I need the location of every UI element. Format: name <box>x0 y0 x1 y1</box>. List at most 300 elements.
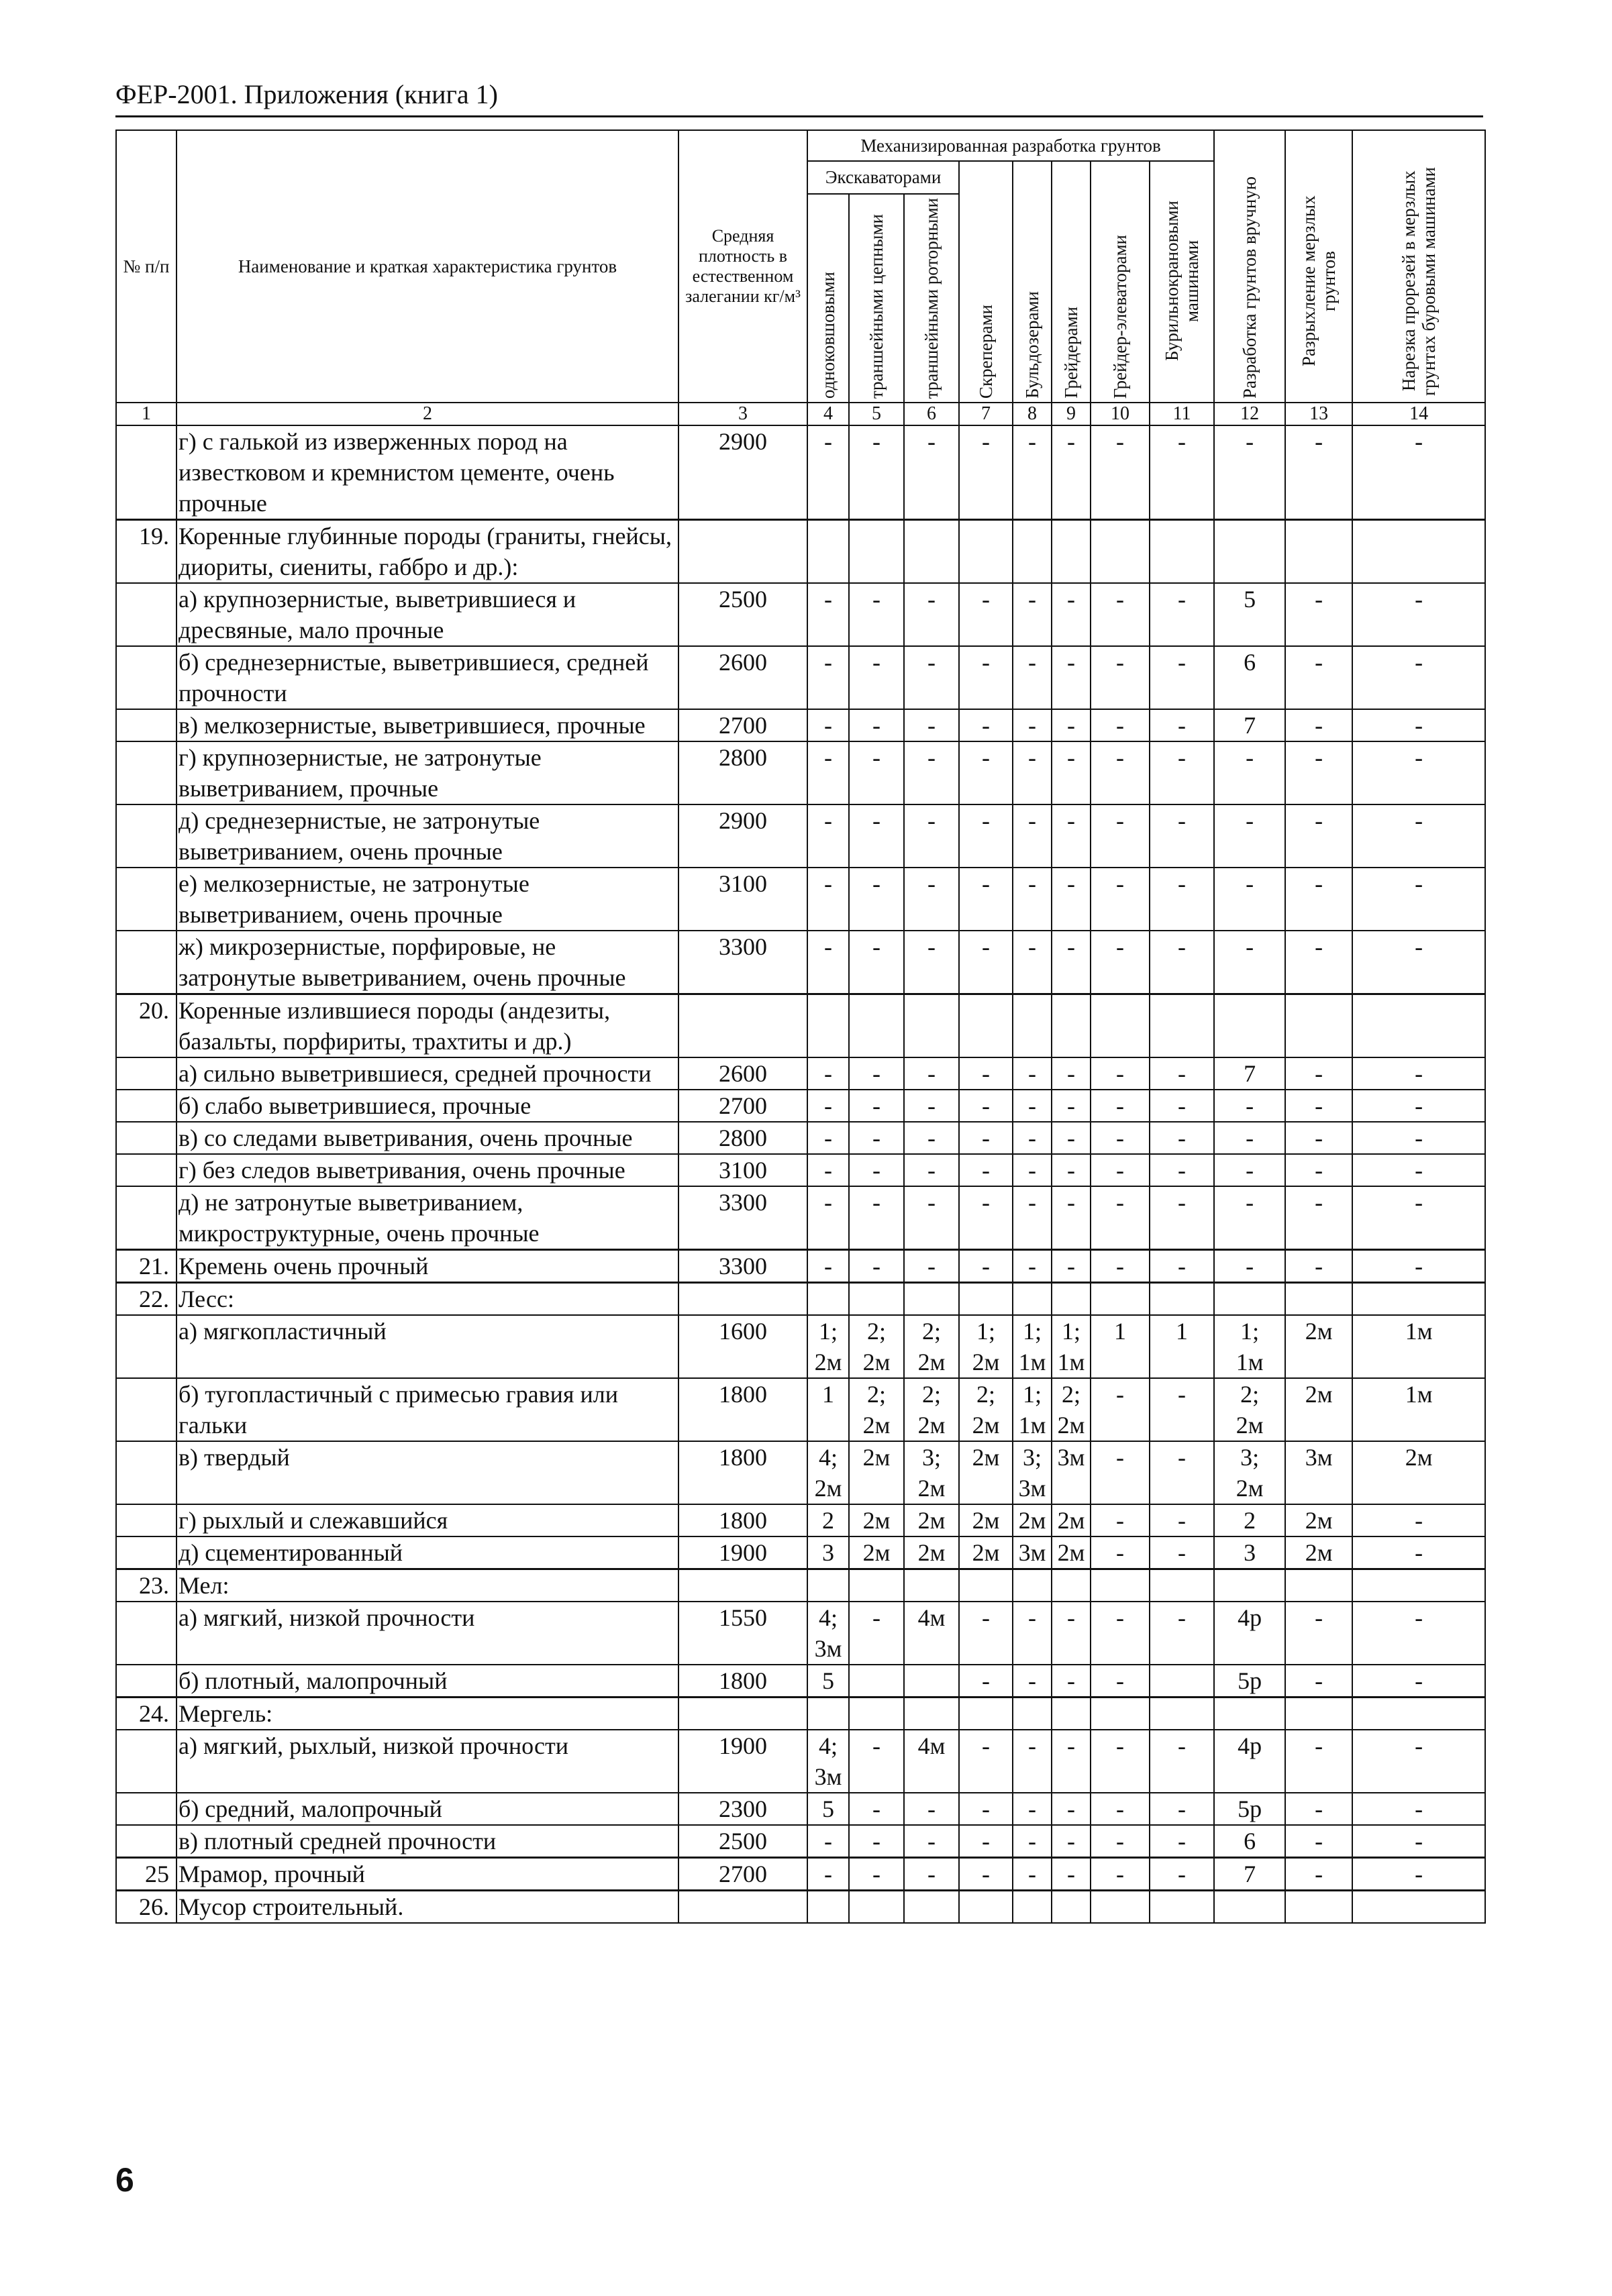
column-number: 4 <box>807 403 849 425</box>
table-row <box>116 804 1485 868</box>
category-value: - <box>1013 1602 1052 1665</box>
category-value: 1 <box>1150 1315 1214 1378</box>
density-value: 1800 <box>678 1665 807 1698</box>
row-number <box>116 1057 177 1090</box>
category-value: - <box>1091 1057 1150 1090</box>
category-value: - <box>1285 1665 1352 1698</box>
category-value <box>1013 994 1052 1058</box>
category-value: - <box>1052 741 1091 804</box>
category-value: - <box>849 1730 904 1793</box>
table-row <box>116 1250 1485 1283</box>
category-value: - <box>1091 709 1150 741</box>
category-value: - <box>1013 709 1052 741</box>
category-value: - <box>959 868 1013 931</box>
category-value: - <box>904 1122 959 1154</box>
category-value <box>959 1698 1013 1730</box>
category-value: - <box>1052 804 1091 868</box>
category-value: - <box>1285 1602 1352 1665</box>
category-value <box>1150 1698 1214 1730</box>
table-row <box>116 1186 1485 1250</box>
table-row <box>116 931 1485 994</box>
category-value: 6 <box>1214 1825 1285 1858</box>
category-value <box>904 994 959 1058</box>
page-number: 6 <box>115 2161 134 2199</box>
category-value: - <box>849 931 904 994</box>
category-value <box>904 1665 959 1698</box>
category-value: - <box>1052 1858 1091 1891</box>
category-value: 2м <box>959 1441 1013 1504</box>
category-value: - <box>807 709 849 741</box>
category-value <box>1352 1891 1485 1924</box>
category-value <box>1052 1698 1091 1730</box>
category-value: - <box>1013 804 1052 868</box>
category-value: 2; 2м <box>1214 1378 1285 1441</box>
category-value: - <box>1352 1536 1485 1569</box>
category-value: 3 <box>807 1536 849 1569</box>
soil-description: б) плотный, малопрочный <box>177 1665 678 1698</box>
row-number <box>116 804 177 868</box>
category-value: - <box>1052 868 1091 931</box>
row-number <box>116 646 177 709</box>
category-value: - <box>1013 583 1052 646</box>
table-row <box>116 1536 1485 1569</box>
soil-description: б) тугопластичный с примесью гравия или гальки <box>177 1378 678 1441</box>
category-value: 2м <box>1013 1504 1052 1536</box>
category-value: 2м <box>1285 1315 1352 1378</box>
category-value: - <box>959 804 1013 868</box>
soil-table <box>115 129 1486 1924</box>
category-value: - <box>904 425 959 520</box>
category-value: - <box>1013 1250 1052 1283</box>
category-value: 1; 2м <box>807 1315 849 1378</box>
category-value: - <box>1285 1825 1352 1858</box>
category-value: 2м <box>1052 1536 1091 1569</box>
soil-description: в) мелкозернистые, выветрившиеся, прочные <box>177 709 678 741</box>
category-value: - <box>849 1122 904 1154</box>
row-number <box>116 741 177 804</box>
category-value: - <box>1150 931 1214 994</box>
category-value: 1; 1м <box>1013 1315 1052 1378</box>
category-value: - <box>1091 1602 1150 1665</box>
table-row <box>116 520 1485 584</box>
category-value: - <box>904 1186 959 1250</box>
category-value <box>959 1569 1013 1602</box>
category-value <box>1285 1891 1352 1924</box>
category-value: - <box>849 1250 904 1283</box>
category-value <box>807 1569 849 1602</box>
row-number <box>116 1602 177 1665</box>
row-number <box>116 1154 177 1186</box>
category-value: - <box>807 931 849 994</box>
category-value: - <box>1214 1122 1285 1154</box>
header-excavators: Экскаваторами <box>807 161 959 194</box>
soil-description: г) с галькой из изверженных пород на известковом и кремнистом цементе, очень прочные <box>177 425 678 520</box>
category-value: - <box>1052 1730 1091 1793</box>
category-value: - <box>904 931 959 994</box>
category-value: - <box>1352 804 1485 868</box>
category-value: - <box>1150 425 1214 520</box>
category-value: 2; 2м <box>849 1315 904 1378</box>
row-number <box>116 1122 177 1154</box>
category-value: - <box>959 709 1013 741</box>
category-value <box>904 520 959 584</box>
row-number <box>116 1665 177 1698</box>
category-value: - <box>849 583 904 646</box>
category-value: - <box>1150 1378 1214 1441</box>
category-value: 4м <box>904 1730 959 1793</box>
column-number: 6 <box>904 403 959 425</box>
header-scrapers: Скреперами <box>959 161 1013 403</box>
category-value: - <box>1352 868 1485 931</box>
column-number: 10 <box>1091 403 1150 425</box>
category-value <box>1052 994 1091 1058</box>
density-value: 2900 <box>678 425 807 520</box>
category-value <box>1091 1698 1150 1730</box>
soil-description: Коренные излившиеся породы (андезиты, базальты, порфириты, трахтиты и др.) <box>177 994 678 1058</box>
density-value: 2500 <box>678 1825 807 1858</box>
category-value: - <box>1285 1090 1352 1122</box>
category-value: - <box>1150 1825 1214 1858</box>
row-number: 25 <box>116 1858 177 1891</box>
category-value <box>1013 1698 1052 1730</box>
soil-description: е) мелкозернистые, не затронутые выветриванием, очень прочные <box>177 868 678 931</box>
category-value: - <box>1091 1186 1150 1250</box>
density-value: 1800 <box>678 1378 807 1441</box>
row-number: 20. <box>116 994 177 1058</box>
category-value <box>1285 1283 1352 1316</box>
category-value: - <box>1091 804 1150 868</box>
category-value: - <box>1052 1793 1091 1825</box>
density-value: 2700 <box>678 1090 807 1122</box>
category-value: - <box>807 1825 849 1858</box>
category-value: - <box>1091 1858 1150 1891</box>
category-value: - <box>1091 1441 1150 1504</box>
category-value: - <box>1013 1665 1052 1698</box>
category-value: - <box>1150 1858 1214 1891</box>
category-value: 1; 1м <box>1214 1315 1285 1378</box>
category-value <box>959 520 1013 584</box>
category-value <box>849 1283 904 1316</box>
density-value: 1900 <box>678 1536 807 1569</box>
category-value: - <box>904 1825 959 1858</box>
density-value: 2700 <box>678 1858 807 1891</box>
category-value <box>849 520 904 584</box>
soil-description: в) плотный средней прочности <box>177 1825 678 1858</box>
category-value: - <box>1091 1665 1150 1698</box>
category-value: - <box>1091 931 1150 994</box>
density-value <box>678 1569 807 1602</box>
row-number <box>116 1825 177 1858</box>
category-value: - <box>849 1793 904 1825</box>
category-value: 3 <box>1214 1536 1285 1569</box>
category-value: - <box>1352 425 1485 520</box>
header-name: Наименование и краткая характеристика грунтов <box>177 130 678 403</box>
category-value: 2м <box>1285 1504 1352 1536</box>
category-value <box>959 1283 1013 1316</box>
density-value: 3100 <box>678 1154 807 1186</box>
category-value <box>1091 1283 1150 1316</box>
density-value <box>678 520 807 584</box>
category-value: - <box>959 583 1013 646</box>
category-value <box>1052 1569 1091 1602</box>
category-value <box>1052 1891 1091 1924</box>
category-value: - <box>1352 1858 1485 1891</box>
category-value: - <box>904 583 959 646</box>
category-value <box>1013 1569 1052 1602</box>
category-value: 5р <box>1214 1793 1285 1825</box>
category-value: 1; 1м <box>1052 1315 1091 1378</box>
category-value: 2 <box>1214 1504 1285 1536</box>
category-value: - <box>1052 1122 1091 1154</box>
category-value: - <box>1352 1504 1485 1536</box>
category-value: - <box>1150 1730 1214 1793</box>
category-value <box>1214 1569 1285 1602</box>
category-value: - <box>807 868 849 931</box>
table-row <box>116 1122 1485 1154</box>
header-trench-rotor: траншейными роторными <box>904 194 959 403</box>
category-value: - <box>1091 583 1150 646</box>
density-value: 1800 <box>678 1504 807 1536</box>
table-row <box>116 583 1485 646</box>
category-value: - <box>1150 868 1214 931</box>
category-value: 4м <box>904 1602 959 1665</box>
category-value <box>959 994 1013 1058</box>
category-value: - <box>849 741 904 804</box>
soil-description: Мусор строительный. <box>177 1891 678 1924</box>
category-value: - <box>904 1250 959 1283</box>
table-row <box>116 1090 1485 1122</box>
category-value: - <box>959 1858 1013 1891</box>
column-number: 8 <box>1013 403 1052 425</box>
category-value <box>1091 994 1150 1058</box>
category-value: - <box>1013 931 1052 994</box>
category-value: - <box>807 1154 849 1186</box>
category-value: 2м <box>849 1504 904 1536</box>
category-value: - <box>1150 1250 1214 1283</box>
category-value: - <box>1013 1186 1052 1250</box>
category-value: 1; 2м <box>959 1315 1013 1378</box>
category-value <box>849 1665 904 1698</box>
category-value: 2; 2м <box>1052 1378 1091 1441</box>
row-number <box>116 425 177 520</box>
category-value: - <box>1091 1090 1150 1122</box>
category-value <box>1150 1283 1214 1316</box>
category-value: 2м <box>1352 1441 1485 1504</box>
category-value: - <box>1013 868 1052 931</box>
row-number <box>116 868 177 931</box>
table-row <box>116 1504 1485 1536</box>
category-value <box>1091 1891 1150 1924</box>
category-value: 5 <box>807 1793 849 1825</box>
category-value <box>1352 1698 1485 1730</box>
category-value: - <box>1052 1090 1091 1122</box>
category-value: 2м <box>959 1504 1013 1536</box>
row-number <box>116 1315 177 1378</box>
category-value: - <box>1052 709 1091 741</box>
category-value: - <box>959 1186 1013 1250</box>
category-value: - <box>1150 804 1214 868</box>
category-value: - <box>959 741 1013 804</box>
category-value: - <box>1052 425 1091 520</box>
category-value: - <box>1052 1250 1091 1283</box>
soil-description: г) крупнозернистые, не затронутые выветриванием, прочные <box>177 741 678 804</box>
category-value: 6 <box>1214 646 1285 709</box>
category-value: - <box>1352 1602 1485 1665</box>
category-value: - <box>1150 1441 1214 1504</box>
category-value: - <box>1285 1057 1352 1090</box>
density-value <box>678 1698 807 1730</box>
category-value: - <box>1214 931 1285 994</box>
category-value: 4; 3м <box>807 1602 849 1665</box>
density-value: 2300 <box>678 1793 807 1825</box>
category-value: - <box>1214 1154 1285 1186</box>
category-value: - <box>1013 1122 1052 1154</box>
category-value: - <box>849 646 904 709</box>
category-value <box>1285 1569 1352 1602</box>
density-value: 2600 <box>678 1057 807 1090</box>
category-value: - <box>1352 1250 1485 1283</box>
category-value: - <box>904 1090 959 1122</box>
category-value: - <box>807 425 849 520</box>
category-value: - <box>959 646 1013 709</box>
category-value: - <box>1150 709 1214 741</box>
category-value: 2м <box>904 1536 959 1569</box>
category-value <box>1013 1283 1052 1316</box>
table-row <box>116 425 1485 520</box>
category-value <box>849 994 904 1058</box>
density-value: 1550 <box>678 1602 807 1665</box>
category-value <box>1150 994 1214 1058</box>
row-number <box>116 1536 177 1569</box>
category-value: 3; 3м <box>1013 1441 1052 1504</box>
category-value: - <box>1285 1186 1352 1250</box>
category-value: - <box>1285 1154 1352 1186</box>
density-value: 2800 <box>678 741 807 804</box>
category-value: 1м <box>1352 1315 1485 1378</box>
header-drill-crane: Бурильнокрановыми машинами <box>1150 161 1214 403</box>
column-number-row <box>116 403 1485 425</box>
category-value <box>1352 994 1485 1058</box>
category-value: - <box>1150 1090 1214 1122</box>
column-number: 7 <box>959 403 1013 425</box>
category-value: - <box>904 1858 959 1891</box>
row-number: 26. <box>116 1891 177 1924</box>
category-value: - <box>1091 1250 1150 1283</box>
category-value <box>849 1891 904 1924</box>
density-value <box>678 994 807 1058</box>
category-value: - <box>1013 646 1052 709</box>
category-value: - <box>1013 1090 1052 1122</box>
category-value <box>807 1891 849 1924</box>
table-row <box>116 1057 1485 1090</box>
category-value <box>1052 520 1091 584</box>
category-value: - <box>849 1602 904 1665</box>
category-value: - <box>904 868 959 931</box>
category-value: - <box>1150 1504 1214 1536</box>
category-value: - <box>1013 1793 1052 1825</box>
column-number: 14 <box>1352 403 1485 425</box>
density-value: 1900 <box>678 1730 807 1793</box>
table-row <box>116 1793 1485 1825</box>
category-value: - <box>1052 583 1091 646</box>
category-value: - <box>1285 1250 1352 1283</box>
category-value: - <box>807 741 849 804</box>
category-value: 1 <box>807 1378 849 1441</box>
soil-description: г) без следов выветривания, очень прочные <box>177 1154 678 1186</box>
category-value: - <box>959 1250 1013 1283</box>
category-value: - <box>904 1793 959 1825</box>
soil-description: Мел: <box>177 1569 678 1602</box>
category-value: - <box>1150 1154 1214 1186</box>
category-value: - <box>807 1186 849 1250</box>
density-value: 2800 <box>678 1122 807 1154</box>
density-value: 1800 <box>678 1441 807 1504</box>
table-row <box>116 741 1485 804</box>
category-value: 5 <box>1214 583 1285 646</box>
category-value: - <box>807 804 849 868</box>
category-value: - <box>1150 1602 1214 1665</box>
soil-description: в) твердый <box>177 1441 678 1504</box>
category-value: - <box>1013 1730 1052 1793</box>
category-value: - <box>1052 1602 1091 1665</box>
category-value: - <box>849 709 904 741</box>
table-row <box>116 1858 1485 1891</box>
density-value: 3100 <box>678 868 807 931</box>
column-number: 3 <box>678 403 807 425</box>
category-value: - <box>1214 868 1285 931</box>
category-value <box>1150 520 1214 584</box>
category-value <box>1052 1283 1091 1316</box>
soil-description: а) сильно выветрившиеся, средней прочности <box>177 1057 678 1090</box>
category-value: 2; 2м <box>959 1378 1013 1441</box>
category-value <box>1214 1283 1285 1316</box>
category-value: 2м <box>904 1504 959 1536</box>
category-value: - <box>849 1825 904 1858</box>
column-number: 13 <box>1285 403 1352 425</box>
category-value: - <box>807 1250 849 1283</box>
category-value <box>849 1569 904 1602</box>
category-value <box>959 1891 1013 1924</box>
density-value: 2700 <box>678 709 807 741</box>
category-value: - <box>959 1825 1013 1858</box>
column-number: 11 <box>1150 403 1214 425</box>
header-graders: Грейдерами <box>1052 161 1091 403</box>
category-value: - <box>807 1858 849 1891</box>
row-number <box>116 1504 177 1536</box>
category-value: - <box>904 709 959 741</box>
category-value: - <box>1352 709 1485 741</box>
soil-description: Мрамор, прочный <box>177 1858 678 1891</box>
category-value: - <box>849 1090 904 1122</box>
category-value: - <box>1214 1186 1285 1250</box>
row-number <box>116 1730 177 1793</box>
category-value: - <box>807 1090 849 1122</box>
category-value: - <box>1013 741 1052 804</box>
row-number <box>116 931 177 994</box>
category-value: - <box>1352 931 1485 994</box>
category-value: - <box>1150 1057 1214 1090</box>
table-row <box>116 1730 1485 1793</box>
category-value: - <box>959 1602 1013 1665</box>
category-value: - <box>1285 868 1352 931</box>
category-value: - <box>1091 425 1150 520</box>
category-value: - <box>1352 1122 1485 1154</box>
header-bulldozers: Бульдозерами <box>1013 161 1052 403</box>
category-value: - <box>1091 868 1150 931</box>
category-value: 2м <box>1285 1536 1352 1569</box>
category-value <box>1285 520 1352 584</box>
category-value: - <box>807 646 849 709</box>
